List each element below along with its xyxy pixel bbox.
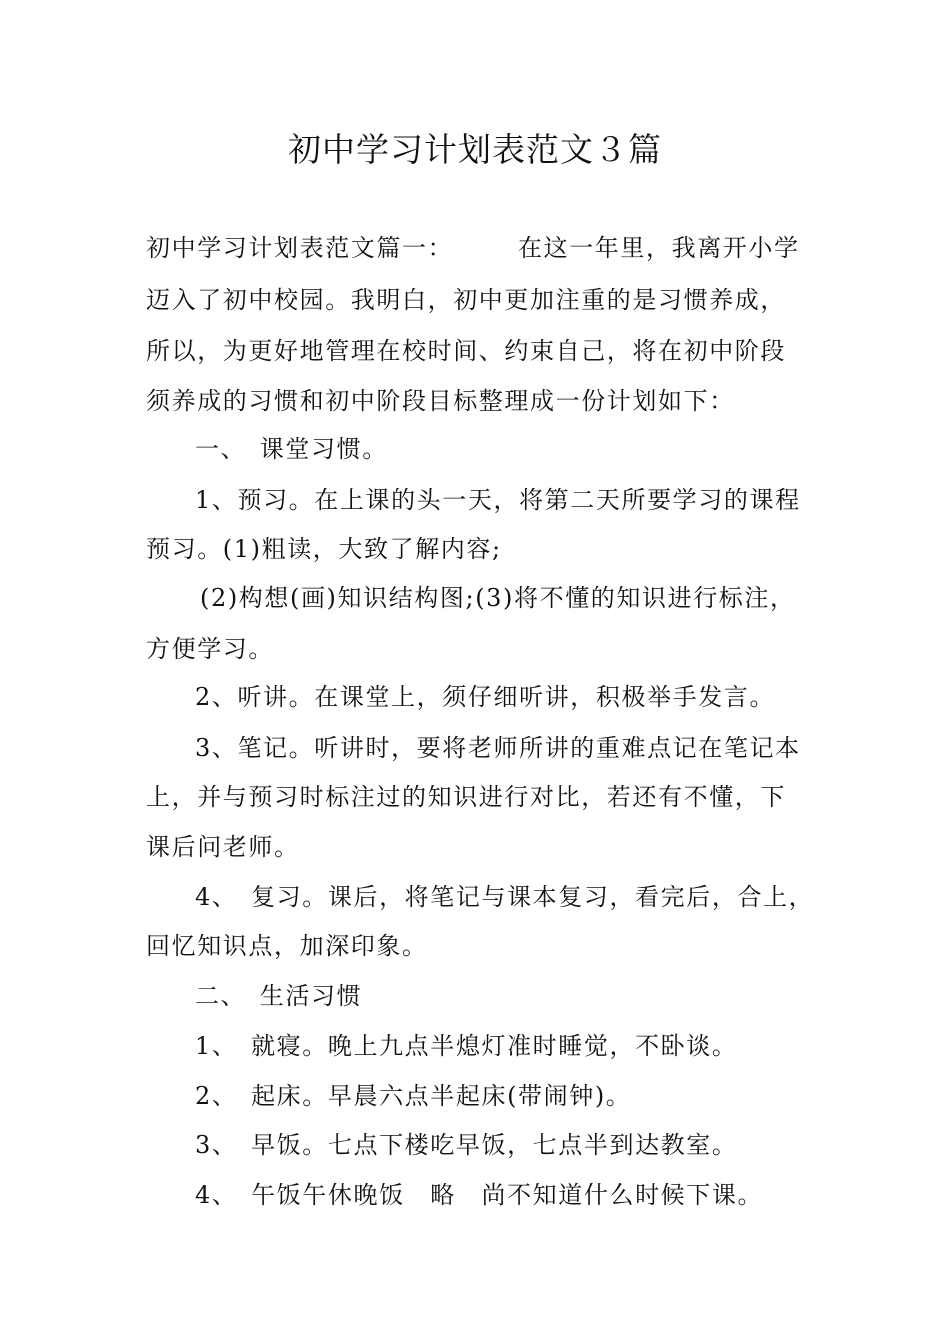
paragraph-line: 2、 起床。早晨六点半起床(带闹钟)。 — [195, 1082, 632, 1110]
section-heading: 二、 生活习惯 — [195, 982, 363, 1010]
paragraph-line: 预习。(1)粗读，大致了解内容; — [146, 535, 502, 563]
paragraph-line: 4、 午饭午休晚饭 略 尚不知道什么时候下课。 — [195, 1181, 764, 1209]
page-title: 初中学习计划表范文３篇 — [288, 130, 662, 169]
paragraph-line: 上，并与预习时标注过的知识进行对比，若还有不懂，下 — [146, 783, 786, 811]
paragraph-line: 4、 复习。课后，将笔记与课本复习，看完后，合上， — [195, 883, 815, 911]
paragraph-line: 1、 就寝。晚上九点半熄灯准时睡觉，不卧谈。 — [195, 1032, 738, 1060]
paragraph-line: 方便学习。 — [146, 635, 274, 663]
paragraph-line: 回忆知识点，加深印象。 — [146, 932, 428, 960]
paragraph-line: 1、预习。在上课的头一天，将第二天所要学习的课程 — [195, 486, 801, 514]
paragraph-line: (2)构想(画)知识结构图;(3)将不懂的知识进行标注， — [200, 584, 796, 612]
section-heading: 一、 课堂习惯。 — [195, 435, 388, 463]
paragraph-line: 须养成的习惯和初中阶段目标整理成一份计划如下： — [146, 387, 735, 415]
paragraph-line: 所以，为更好地管理在校时间、约束自己，将在初中阶段 — [146, 337, 786, 365]
paragraph-line: 迈入了初中校园。我明白，初中更加注重的是习惯养成， — [146, 286, 786, 314]
paragraph-line: 3、笔记。听讲时，要将老师所讲的重难点记在笔记本 — [195, 734, 801, 762]
paragraph-line: 初中学习计划表范文篇一： 在这一年里，我离开小学 — [146, 234, 800, 262]
paragraph-line: 2、听讲。在课堂上，须仔细听讲，积极举手发言。 — [195, 683, 776, 711]
paragraph-line: 课后问老师。 — [146, 833, 300, 861]
paragraph-line: 3、 早饭。七点下楼吃早饭，七点半到达教室。 — [195, 1131, 738, 1159]
